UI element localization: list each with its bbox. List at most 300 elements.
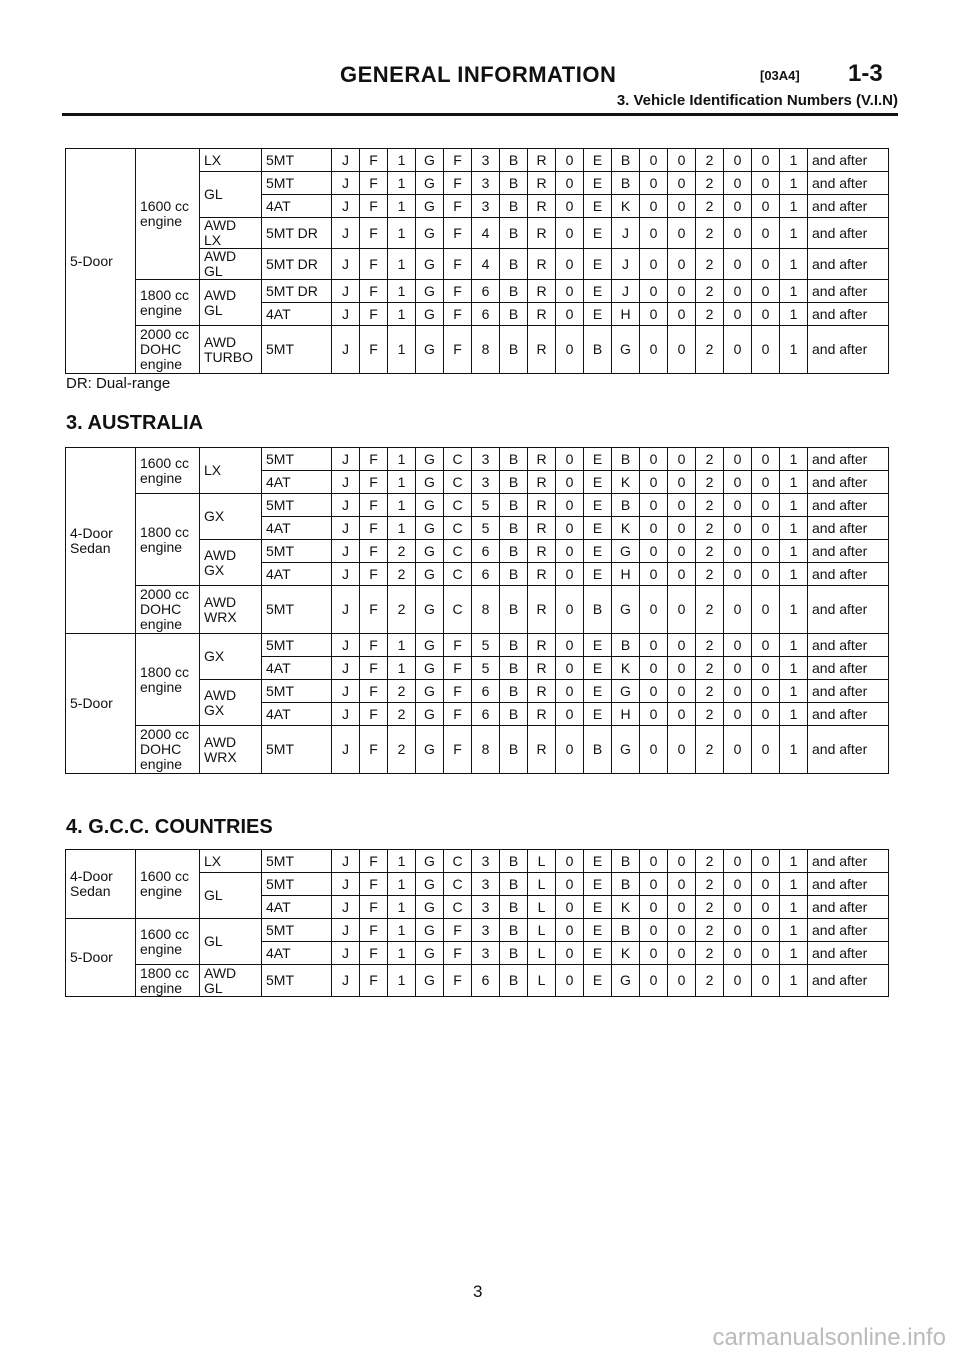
- vin-digit-cell: 8: [472, 726, 500, 774]
- vin-digit-cell: G: [416, 965, 444, 997]
- vin-digit-cell: 6: [472, 540, 500, 563]
- table-row: [66, 919, 889, 942]
- vin-digit-cell: 0: [640, 517, 668, 540]
- vin-digit-cell: G: [416, 517, 444, 540]
- engine-cell: 1800 cc engine: [136, 965, 200, 997]
- vin-digit-cell: G: [416, 303, 444, 326]
- transmission-cell: 5MT: [262, 540, 332, 563]
- vin-digit-cell: F: [360, 726, 388, 774]
- body-type-cell: 4-Door Sedan: [66, 448, 136, 634]
- vin-digit-cell: 0: [724, 172, 752, 195]
- and-after-cell: and after: [808, 965, 889, 997]
- vin-digit-cell: R: [528, 494, 556, 517]
- vin-digit-cell: H: [612, 303, 640, 326]
- vin-digit-cell: J: [332, 873, 360, 896]
- vin-digit-cell: 0: [724, 218, 752, 249]
- vin-digit-cell: 1: [780, 218, 808, 249]
- vin-digit-cell: 0: [556, 657, 584, 680]
- vin-digit-cell: B: [500, 218, 528, 249]
- vin-digit-cell: B: [500, 448, 528, 471]
- vin-digit-cell: F: [360, 517, 388, 540]
- vin-digit-cell: E: [584, 149, 612, 172]
- vin-digit-cell: 2: [696, 873, 724, 896]
- vin-digit-cell: R: [528, 149, 556, 172]
- vin-digit-cell: 0: [640, 919, 668, 942]
- engine-cell: 1800 cc engine: [136, 494, 200, 586]
- vin-digit-cell: 0: [556, 326, 584, 374]
- vin-digit-cell: G: [416, 471, 444, 494]
- table-row: [66, 149, 889, 172]
- vin-digit-cell: G: [612, 726, 640, 774]
- vin-digit-cell: B: [612, 873, 640, 896]
- vin-digit-cell: 3: [472, 448, 500, 471]
- vin-digit-cell: 2: [696, 942, 724, 965]
- vin-digit-cell: G: [416, 563, 444, 586]
- vin-digit-cell: 1: [780, 249, 808, 280]
- vin-digit-cell: 0: [752, 586, 780, 634]
- vin-digit-cell: J: [332, 680, 360, 703]
- vin-digit-cell: F: [360, 965, 388, 997]
- vin-digit-cell: 0: [556, 919, 584, 942]
- vin-digit-cell: K: [612, 517, 640, 540]
- vin-digit-cell: F: [444, 726, 472, 774]
- transmission-cell: 5MT: [262, 919, 332, 942]
- trim-cell: LX: [200, 850, 262, 873]
- vin-digit-cell: G: [612, 326, 640, 374]
- table-row: [66, 280, 889, 303]
- vin-digit-cell: K: [612, 195, 640, 218]
- vin-digit-cell: F: [360, 494, 388, 517]
- vin-digit-cell: 5: [472, 657, 500, 680]
- and-after-cell: and after: [808, 540, 889, 563]
- vin-digit-cell: 1: [388, 195, 416, 218]
- transmission-cell: 5MT: [262, 586, 332, 634]
- vin-digit-cell: 1: [388, 218, 416, 249]
- vin-digit-cell: 0: [668, 586, 696, 634]
- vin-digit-cell: J: [332, 471, 360, 494]
- and-after-cell: and after: [808, 326, 889, 374]
- vin-digit-cell: 0: [724, 657, 752, 680]
- vin-digit-cell: 1: [780, 680, 808, 703]
- trim-cell: GX: [200, 494, 262, 540]
- vin-digit-cell: B: [612, 634, 640, 657]
- vin-digit-cell: H: [612, 703, 640, 726]
- vin-digit-cell: 2: [696, 586, 724, 634]
- vin-digit-cell: J: [612, 280, 640, 303]
- vin-digit-cell: E: [584, 195, 612, 218]
- vin-digit-cell: 0: [668, 634, 696, 657]
- vin-digit-cell: 0: [752, 218, 780, 249]
- vin-digit-cell: J: [332, 540, 360, 563]
- transmission-cell: 5MT: [262, 873, 332, 896]
- vin-digit-cell: 0: [752, 517, 780, 540]
- vin-digit-cell: G: [416, 218, 444, 249]
- vin-digit-cell: J: [332, 703, 360, 726]
- transmission-cell: 5MT DR: [262, 218, 332, 249]
- vin-digit-cell: 1: [780, 517, 808, 540]
- engine-cell: 1600 cc engine: [136, 919, 200, 965]
- vin-digit-cell: J: [332, 149, 360, 172]
- vin-digit-cell: G: [416, 919, 444, 942]
- engine-cell: 1600 cc engine: [136, 850, 200, 919]
- vin-digit-cell: F: [360, 149, 388, 172]
- vin-digit-cell: F: [360, 195, 388, 218]
- vin-digit-cell: K: [612, 942, 640, 965]
- and-after-cell: and after: [808, 634, 889, 657]
- trim-cell: AWD WRX: [200, 586, 262, 634]
- section-title-australia: 3. AUSTRALIA: [66, 412, 204, 434]
- vin-digit-cell: G: [416, 703, 444, 726]
- vin-digit-cell: F: [444, 303, 472, 326]
- vin-digit-cell: C: [444, 873, 472, 896]
- vin-digit-cell: 1: [780, 873, 808, 896]
- vin-digit-cell: 1: [780, 448, 808, 471]
- vin-digit-cell: 0: [724, 896, 752, 919]
- vin-digit-cell: 0: [640, 494, 668, 517]
- vin-digit-cell: 0: [640, 326, 668, 374]
- vin-digit-cell: 0: [556, 303, 584, 326]
- vin-digit-cell: 2: [696, 303, 724, 326]
- vin-digit-cell: 0: [752, 680, 780, 703]
- vin-digit-cell: B: [500, 149, 528, 172]
- vin-digit-cell: J: [332, 657, 360, 680]
- vin-digit-cell: 0: [752, 249, 780, 280]
- vin-digit-cell: B: [500, 726, 528, 774]
- vin-digit-cell: 1: [388, 303, 416, 326]
- vin-digit-cell: F: [444, 326, 472, 374]
- vin-digit-cell: F: [360, 942, 388, 965]
- vin-digit-cell: 1: [780, 172, 808, 195]
- vin-digit-cell: C: [444, 586, 472, 634]
- vin-digit-cell: 1: [780, 703, 808, 726]
- vin-digit-cell: F: [360, 850, 388, 873]
- vin-digit-cell: 1: [388, 896, 416, 919]
- vin-digit-cell: 3: [472, 942, 500, 965]
- vin-digit-cell: J: [332, 280, 360, 303]
- vin-digit-cell: 0: [668, 448, 696, 471]
- vin-digit-cell: 0: [724, 634, 752, 657]
- page-number-header: 1-3: [848, 60, 883, 87]
- trim-cell: AWD TURBO: [200, 326, 262, 374]
- vin-digit-cell: 0: [640, 540, 668, 563]
- vin-digit-cell: 0: [724, 586, 752, 634]
- vin-digit-cell: F: [360, 280, 388, 303]
- vin-table-australia: [65, 447, 889, 774]
- vin-digit-cell: F: [360, 540, 388, 563]
- header-rule: [62, 113, 898, 116]
- vin-digit-cell: 0: [556, 873, 584, 896]
- and-after-cell: and after: [808, 471, 889, 494]
- vin-digit-cell: G: [416, 172, 444, 195]
- vin-digit-cell: F: [360, 703, 388, 726]
- vin-digit-cell: 1: [780, 942, 808, 965]
- vin-digit-cell: 2: [696, 540, 724, 563]
- vin-digit-cell: R: [528, 563, 556, 586]
- vin-digit-cell: 1: [780, 326, 808, 374]
- vin-digit-cell: 0: [668, 563, 696, 586]
- transmission-cell: 4AT: [262, 896, 332, 919]
- vin-digit-cell: 0: [752, 726, 780, 774]
- vin-digit-cell: 2: [388, 540, 416, 563]
- vin-digit-cell: 0: [640, 634, 668, 657]
- vin-digit-cell: 0: [640, 218, 668, 249]
- vin-digit-cell: F: [360, 657, 388, 680]
- vin-digit-cell: J: [332, 850, 360, 873]
- vin-digit-cell: C: [444, 517, 472, 540]
- vin-digit-cell: 0: [752, 873, 780, 896]
- transmission-cell: 4AT: [262, 517, 332, 540]
- vin-digit-cell: 3: [472, 850, 500, 873]
- and-after-cell: and after: [808, 280, 889, 303]
- vin-digit-cell: E: [584, 703, 612, 726]
- vin-digit-cell: 0: [724, 303, 752, 326]
- vin-digit-cell: 0: [556, 850, 584, 873]
- vin-digit-cell: 1: [780, 586, 808, 634]
- vin-digit-cell: G: [416, 726, 444, 774]
- transmission-cell: 5MT DR: [262, 249, 332, 280]
- vin-digit-cell: 1: [388, 471, 416, 494]
- vin-digit-cell: 0: [668, 517, 696, 540]
- and-after-cell: and after: [808, 517, 889, 540]
- vin-digit-cell: 0: [556, 680, 584, 703]
- vin-digit-cell: 0: [724, 494, 752, 517]
- vin-digit-cell: B: [500, 517, 528, 540]
- transmission-cell: 4AT: [262, 195, 332, 218]
- vin-digit-cell: F: [444, 218, 472, 249]
- and-after-cell: and after: [808, 680, 889, 703]
- vin-digit-cell: F: [444, 172, 472, 195]
- vin-digit-cell: E: [584, 657, 612, 680]
- vin-digit-cell: E: [584, 303, 612, 326]
- vin-digit-cell: 0: [640, 657, 668, 680]
- vin-digit-cell: 2: [696, 448, 724, 471]
- vin-digit-cell: R: [528, 195, 556, 218]
- vin-digit-cell: 0: [668, 850, 696, 873]
- vin-digit-cell: F: [444, 965, 472, 997]
- vin-digit-cell: 2: [696, 563, 724, 586]
- vin-digit-cell: F: [360, 919, 388, 942]
- vin-digit-cell: R: [528, 280, 556, 303]
- vin-digit-cell: F: [360, 448, 388, 471]
- vin-digit-cell: B: [500, 942, 528, 965]
- page-title: GENERAL INFORMATION: [340, 62, 617, 87]
- vin-digit-cell: L: [528, 896, 556, 919]
- vin-digit-cell: 0: [556, 586, 584, 634]
- vin-digit-cell: 0: [668, 703, 696, 726]
- vin-digit-cell: 1: [388, 517, 416, 540]
- vin-digit-cell: F: [444, 942, 472, 965]
- vin-digit-cell: J: [332, 726, 360, 774]
- vin-digit-cell: 0: [668, 657, 696, 680]
- vin-digit-cell: B: [500, 919, 528, 942]
- vin-digit-cell: 2: [388, 703, 416, 726]
- vin-digit-cell: 0: [752, 540, 780, 563]
- vin-digit-cell: B: [584, 586, 612, 634]
- vin-digit-cell: G: [416, 249, 444, 280]
- vin-digit-cell: G: [416, 326, 444, 374]
- vin-digit-cell: R: [528, 448, 556, 471]
- vin-digit-cell: E: [584, 471, 612, 494]
- vin-digit-cell: 0: [752, 195, 780, 218]
- vin-digit-cell: F: [444, 149, 472, 172]
- vin-digit-cell: 1: [780, 965, 808, 997]
- vin-digit-cell: F: [360, 634, 388, 657]
- vin-digit-cell: 0: [724, 680, 752, 703]
- vin-digit-cell: J: [612, 218, 640, 249]
- vin-digit-cell: E: [584, 563, 612, 586]
- vin-digit-cell: G: [612, 965, 640, 997]
- vin-digit-cell: 0: [724, 726, 752, 774]
- vin-digit-cell: 1: [780, 195, 808, 218]
- vin-digit-cell: 0: [724, 249, 752, 280]
- table-row: [66, 965, 889, 997]
- section-code: [03A4]: [760, 68, 800, 83]
- vin-digit-cell: 0: [668, 680, 696, 703]
- table-row: [66, 634, 889, 657]
- vin-digit-cell: 2: [388, 726, 416, 774]
- vin-digit-cell: 1: [388, 850, 416, 873]
- vin-digit-cell: 0: [724, 850, 752, 873]
- vin-digit-cell: F: [444, 919, 472, 942]
- vin-digit-cell: 0: [640, 703, 668, 726]
- vin-digit-cell: 3: [472, 919, 500, 942]
- transmission-cell: 5MT: [262, 448, 332, 471]
- vin-digit-cell: 5: [472, 634, 500, 657]
- and-after-cell: and after: [808, 586, 889, 634]
- transmission-cell: 5MT: [262, 494, 332, 517]
- vin-digit-cell: 0: [556, 634, 584, 657]
- vin-digit-cell: G: [612, 586, 640, 634]
- and-after-cell: and after: [808, 218, 889, 249]
- vin-digit-cell: F: [360, 172, 388, 195]
- vin-digit-cell: 0: [724, 942, 752, 965]
- table-row: [66, 726, 889, 774]
- trim-cell: AWD GL: [200, 965, 262, 997]
- vin-digit-cell: F: [360, 563, 388, 586]
- vin-digit-cell: 1: [780, 657, 808, 680]
- table-row: [66, 494, 889, 517]
- vin-digit-cell: J: [332, 218, 360, 249]
- trim-cell: GL: [200, 873, 262, 919]
- vin-digit-cell: 0: [668, 471, 696, 494]
- vin-digit-cell: 0: [640, 586, 668, 634]
- vin-digit-cell: 0: [668, 873, 696, 896]
- transmission-cell: 4AT: [262, 563, 332, 586]
- vin-digit-cell: 2: [696, 919, 724, 942]
- vin-digit-cell: 0: [556, 563, 584, 586]
- vin-digit-cell: 0: [640, 942, 668, 965]
- vin-digit-cell: R: [528, 586, 556, 634]
- vin-digit-cell: 1: [780, 471, 808, 494]
- vin-digit-cell: G: [612, 540, 640, 563]
- vin-digit-cell: 1: [388, 172, 416, 195]
- vin-digit-cell: 6: [472, 965, 500, 997]
- vin-digit-cell: 2: [388, 680, 416, 703]
- vin-digit-cell: L: [528, 873, 556, 896]
- vin-digit-cell: 0: [556, 896, 584, 919]
- vin-digit-cell: J: [332, 517, 360, 540]
- vin-digit-cell: 0: [556, 448, 584, 471]
- vin-digit-cell: L: [528, 942, 556, 965]
- vin-digit-cell: 0: [556, 517, 584, 540]
- vin-digit-cell: J: [332, 942, 360, 965]
- and-after-cell: and after: [808, 896, 889, 919]
- vin-digit-cell: K: [612, 471, 640, 494]
- vin-digit-cell: 0: [752, 326, 780, 374]
- vin-digit-cell: 0: [752, 919, 780, 942]
- vin-table-gcc: [65, 849, 889, 997]
- vin-digit-cell: 0: [640, 563, 668, 586]
- vin-digit-cell: L: [528, 850, 556, 873]
- vin-digit-cell: 1: [780, 919, 808, 942]
- vin-digit-cell: 0: [668, 896, 696, 919]
- vin-digit-cell: E: [584, 172, 612, 195]
- vin-digit-cell: 2: [696, 726, 724, 774]
- trim-cell: AWD GL: [200, 249, 262, 280]
- vin-digit-cell: B: [500, 680, 528, 703]
- vin-digit-cell: 0: [556, 172, 584, 195]
- vin-digit-cell: G: [416, 850, 444, 873]
- table-row: [66, 850, 889, 873]
- transmission-cell: 4AT: [262, 942, 332, 965]
- vin-digit-cell: 0: [668, 218, 696, 249]
- vin-digit-cell: 0: [640, 726, 668, 774]
- vin-digit-cell: 0: [640, 303, 668, 326]
- vin-digit-cell: K: [612, 657, 640, 680]
- vin-digit-cell: 0: [556, 703, 584, 726]
- vin-digit-cell: 2: [696, 280, 724, 303]
- vin-digit-cell: 2: [696, 703, 724, 726]
- vin-digit-cell: 6: [472, 703, 500, 726]
- vin-digit-cell: F: [360, 326, 388, 374]
- vin-digit-cell: 1: [388, 965, 416, 997]
- and-after-cell: and after: [808, 850, 889, 873]
- vin-digit-cell: 0: [752, 280, 780, 303]
- and-after-cell: and after: [808, 303, 889, 326]
- vin-digit-cell: C: [444, 850, 472, 873]
- vin-digit-cell: G: [416, 195, 444, 218]
- body-type-cell: 5-Door: [66, 149, 136, 374]
- and-after-cell: and after: [808, 249, 889, 280]
- vin-digit-cell: E: [584, 280, 612, 303]
- vin-digit-cell: 0: [640, 896, 668, 919]
- vin-digit-cell: C: [444, 471, 472, 494]
- vin-digit-cell: 0: [640, 195, 668, 218]
- vin-digit-cell: 0: [752, 149, 780, 172]
- watermark: carmanualsonline.info: [712, 1324, 946, 1351]
- vin-digit-cell: B: [612, 919, 640, 942]
- vin-digit-cell: 0: [724, 326, 752, 374]
- vin-digit-cell: E: [584, 919, 612, 942]
- vin-digit-cell: 0: [668, 326, 696, 374]
- vin-digit-cell: F: [360, 586, 388, 634]
- vin-digit-cell: 2: [696, 195, 724, 218]
- vin-digit-cell: 0: [752, 563, 780, 586]
- vin-digit-cell: C: [444, 563, 472, 586]
- vin-digit-cell: 5: [472, 494, 500, 517]
- and-after-cell: and after: [808, 494, 889, 517]
- vin-digit-cell: 0: [752, 303, 780, 326]
- vin-digit-cell: 1: [388, 873, 416, 896]
- vin-digit-cell: B: [584, 726, 612, 774]
- vin-digit-cell: 0: [668, 494, 696, 517]
- vin-digit-cell: 8: [472, 586, 500, 634]
- vin-digit-cell: B: [612, 850, 640, 873]
- vin-digit-cell: 1: [780, 303, 808, 326]
- vin-digit-cell: F: [360, 471, 388, 494]
- vin-digit-cell: J: [332, 634, 360, 657]
- vin-digit-cell: 2: [696, 471, 724, 494]
